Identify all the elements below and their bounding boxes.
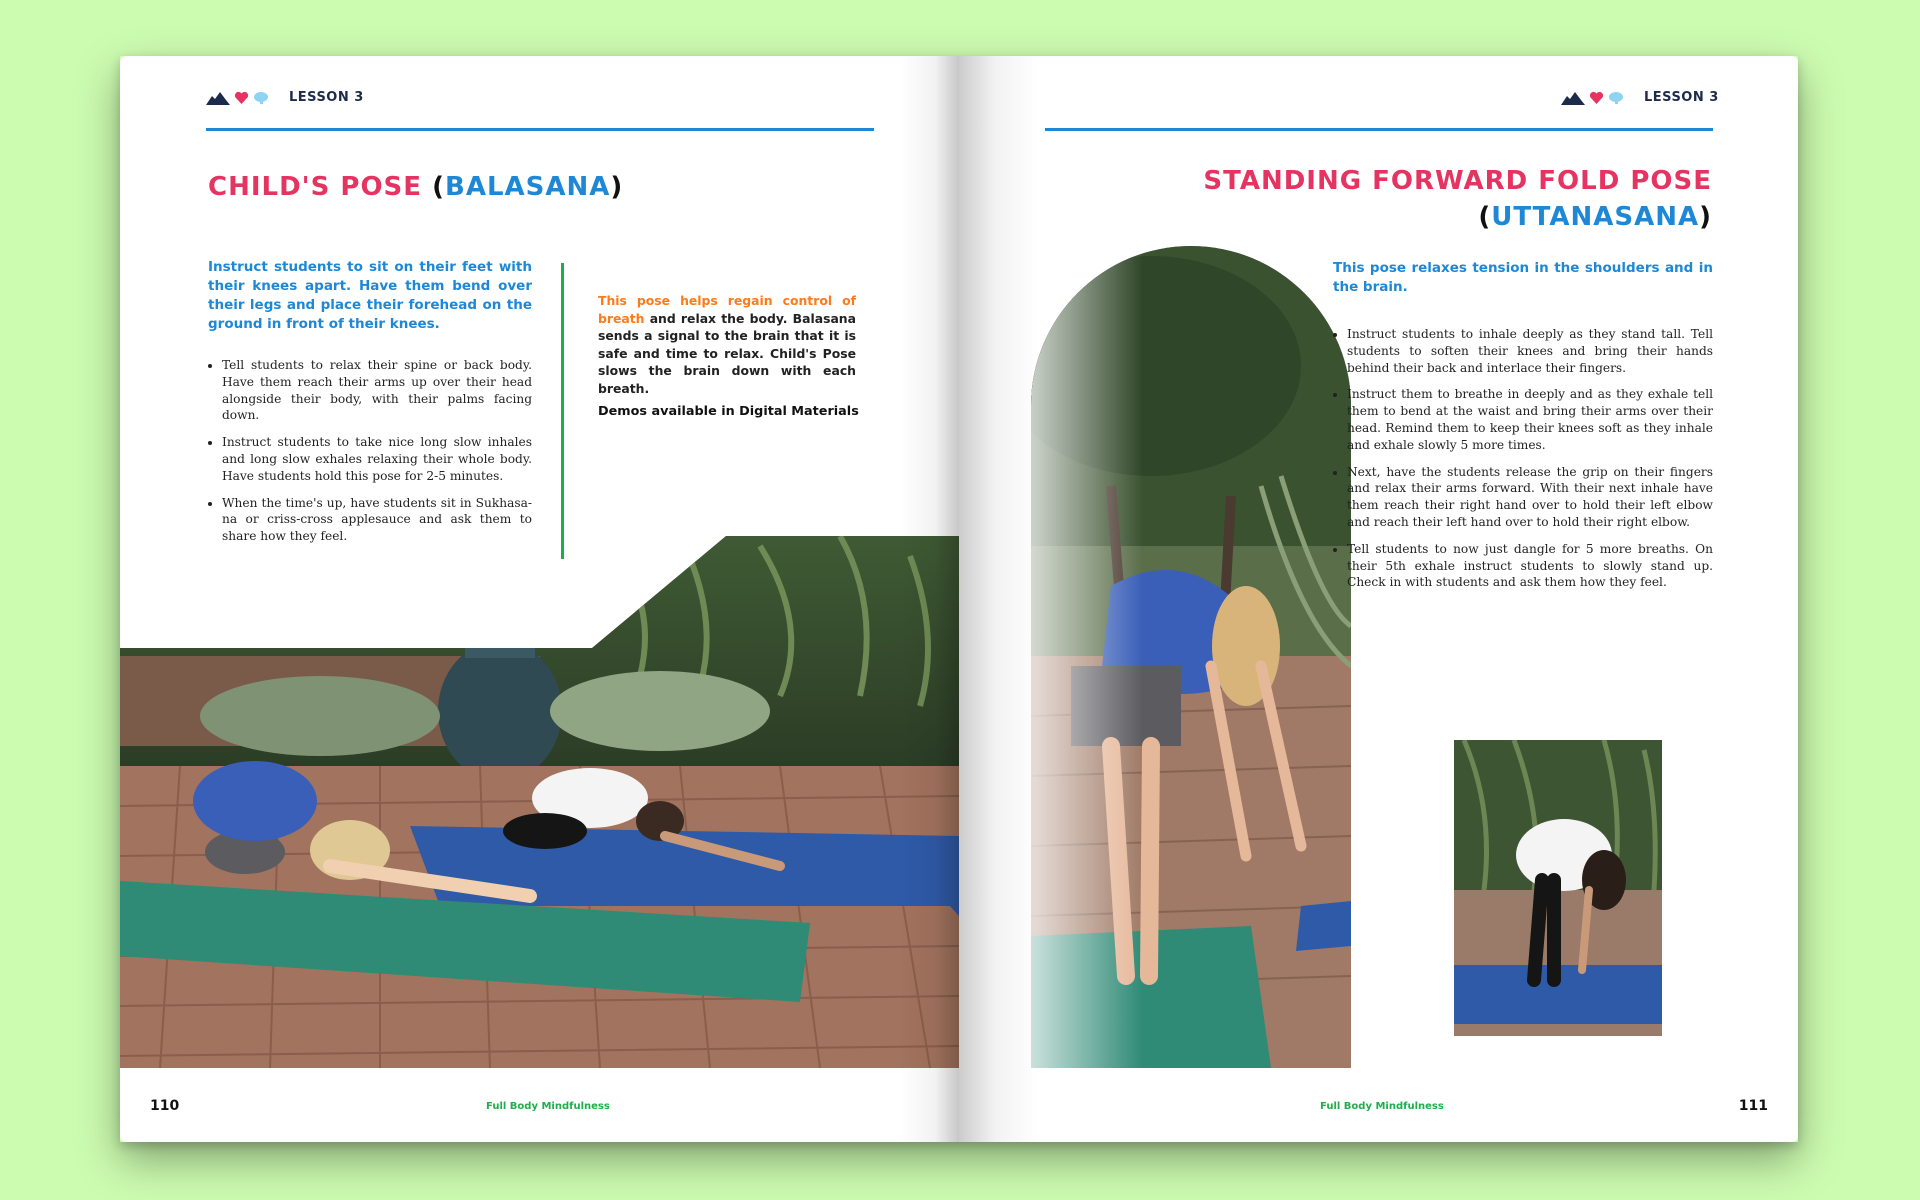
list-item: • When the time's up, have students sit in Sukhasa-na or criss-cross applesauce and ask them to share how they feel. bbox=[222, 495, 532, 545]
footer-title: Full Body Mindfulness bbox=[486, 1101, 610, 1112]
page-title bbox=[1203, 166, 1712, 232]
instruction-list bbox=[1333, 326, 1713, 601]
pose-name: STANDING FORWARD FOLD POSE bbox=[1203, 166, 1712, 196]
benefit-text bbox=[598, 292, 856, 397]
green-divider bbox=[561, 263, 564, 559]
forward-fold-photo bbox=[1031, 246, 1351, 1068]
demos-note: Demos available in Digital Materials bbox=[598, 404, 859, 419]
lesson-label: LESSON 3 bbox=[1644, 90, 1719, 105]
page-title bbox=[208, 172, 623, 202]
benefit-rest: and relax the body. Balasana sends a signal to the brain that it is safe and time to relax. Child's Pose slows the brain down with each breath. bbox=[598, 310, 856, 396]
list-item: • Instruct students to inhale deeply as they stand tall. Tell students to soften their knees and bring their hands behind their back and interlace their fingers. bbox=[1347, 326, 1713, 376]
benefit-highlight: This pose helps regain control of breath bbox=[598, 293, 856, 326]
small-forward-fold-photo bbox=[1454, 740, 1662, 1036]
list-item: • Next, have the students release the grip on their fingers and relax their arms forward. With their next inhale have them reach their right hand over to hold their left elbow and reach their left hand over to hold their right elbow. bbox=[1347, 464, 1713, 531]
header-rule bbox=[1045, 128, 1713, 131]
heart-icon bbox=[234, 91, 249, 105]
open-book bbox=[120, 56, 1798, 1142]
right-page bbox=[959, 56, 1798, 1142]
lesson-label: LESSON 3 bbox=[289, 90, 364, 105]
list-item: • Instruct them to breathe in deeply and as they exhale tell them to bend at the waist and bring their arms over their head. Remind them to keep their knees soft as they inhale and exhale slowly 5 more times. bbox=[1347, 386, 1713, 453]
instruction-list bbox=[208, 357, 532, 555]
list-item: • Tell students to now just dangle for 5 more breaths. On their 5th exhale instruct students to slowly stand up. Check in with students and ask them how they feel. bbox=[1347, 541, 1713, 591]
mountain-icon bbox=[206, 91, 230, 105]
footer-title: Full Body Mindfulness bbox=[1320, 1101, 1444, 1112]
page-number: 110 bbox=[150, 1098, 180, 1114]
page-number: 111 bbox=[1738, 1098, 1768, 1114]
header-rule bbox=[206, 128, 874, 131]
sanskrit-name: BALASANA bbox=[445, 172, 611, 202]
paren-open: ( bbox=[432, 172, 445, 202]
lead-paragraph: Instruct students to sit on their feet with their knees apart. Have them bend over their legs and place their forehead on the ground in front of their knees. bbox=[208, 259, 532, 332]
left-page bbox=[120, 56, 959, 1142]
brain-icon bbox=[253, 91, 269, 105]
mountain-icon bbox=[1561, 91, 1585, 105]
lead-paragraph: This pose relaxes tension in the shoulders and in the brain. bbox=[1333, 260, 1713, 295]
brain-icon bbox=[1608, 91, 1624, 105]
paren-close: ) bbox=[610, 172, 624, 202]
pose-name: CHILD'S POSE bbox=[208, 172, 423, 202]
paren-close: ) bbox=[1699, 202, 1712, 232]
sanskrit-name: UTTANASANA bbox=[1491, 202, 1700, 232]
lesson-header bbox=[1561, 90, 1719, 105]
list-item: • Tell students to relax their spine or back body. Have them reach their arms up over their head alongside their body, with their palms facing down. bbox=[222, 357, 532, 424]
paren-open: ( bbox=[1478, 202, 1492, 232]
lesson-header bbox=[206, 90, 364, 105]
list-item: • Instruct students to take nice long slow inhales and long slow exhales relaxing their whole body. Have students hold this pose for 2-5 minutes. bbox=[222, 434, 532, 484]
heart-icon bbox=[1589, 91, 1604, 105]
childs-pose-photo bbox=[120, 536, 959, 1068]
gutter-shadow bbox=[959, 56, 1039, 1142]
